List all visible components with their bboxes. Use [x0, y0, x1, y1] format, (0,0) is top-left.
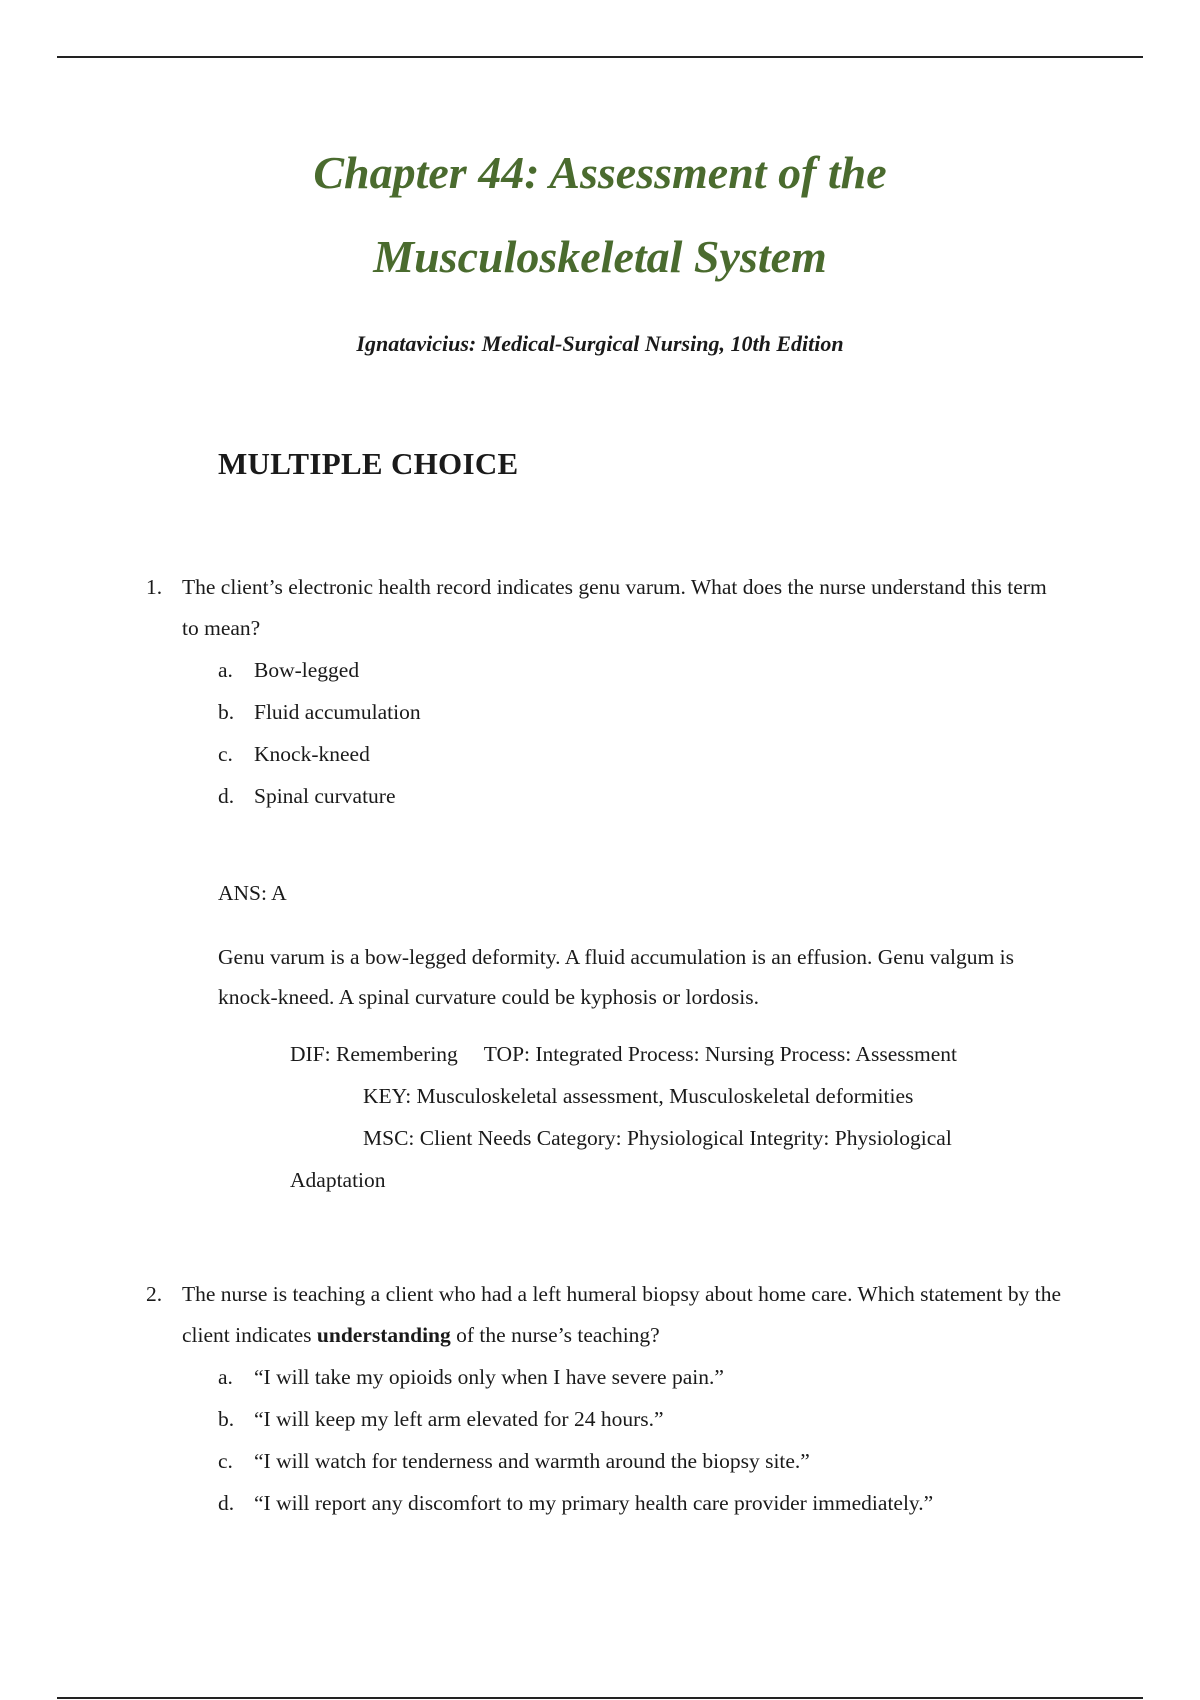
option-c	[218, 733, 1066, 775]
chapter-title-line-1: Chapter 44: Assessment of the	[313, 147, 887, 198]
option-b	[218, 1398, 1066, 1440]
option-text: “I will take my opioids only when I have severe pain.”	[254, 1365, 724, 1389]
option-a	[218, 1356, 1066, 1398]
rationale: Genu varum is a bow-legged deformity. A fluid accumulation is an effusion. Genu valgum is knock-kneed. A spinal curvature could be kyphosis or lordosis.	[218, 945, 1014, 1009]
option-text: Bow-legged	[254, 658, 360, 682]
stem-emphasis: understanding	[316, 1323, 451, 1347]
answer-key: ANS: A	[218, 881, 287, 905]
question-2	[146, 1274, 1066, 1524]
option-d	[218, 775, 1066, 817]
option-letter: b.	[218, 700, 235, 724]
question-number: 1.	[146, 575, 163, 599]
option-text: Spinal curvature	[254, 784, 396, 808]
option-letter: a.	[218, 658, 233, 682]
msc-category: MSC: Client Needs Category: Physiological Integrity: Physiological	[363, 1126, 952, 1150]
stem-text: The nurse is teaching a client who had a left humeral biopsy about home care. Which statement by the client indicates	[182, 1282, 1062, 1347]
chapter-title-line-2: Musculoskeletal System	[373, 231, 827, 282]
option-letter: a.	[218, 1365, 233, 1389]
msc-category-continued: Adaptation	[290, 1168, 386, 1192]
option-letter: d.	[218, 1491, 235, 1515]
metadata-line-1	[290, 1033, 1090, 1075]
difficulty: DIF: Remembering	[290, 1042, 458, 1066]
option-letter: b.	[218, 1407, 235, 1431]
option-text: “I will report any discomfort to my primary health care provider immediately.”	[254, 1491, 934, 1515]
bottom-rule	[57, 1697, 1143, 1699]
answer-options	[218, 649, 1066, 817]
section-heading: MULTIPLE CHOICE	[218, 446, 519, 481]
option-text: Knock-kneed	[254, 742, 370, 766]
option-text: Fluid accumulation	[254, 700, 421, 724]
question-metadata	[290, 1033, 1090, 1201]
option-a	[218, 649, 1066, 691]
option-text: “I will keep my left arm elevated for 24 hours.”	[254, 1407, 664, 1431]
top-rule	[57, 56, 1143, 58]
question-stem	[182, 1274, 1066, 1356]
book-subtitle: Ignatavicius: Medical-Surgical Nursing, 10th Edition	[356, 331, 844, 356]
option-letter: d.	[218, 784, 235, 808]
stem-text-end: of the nurse’s teaching?	[450, 1323, 660, 1347]
option-letter: c.	[218, 1449, 233, 1473]
keywords: KEY: Musculoskeletal assessment, Musculoskeletal deformities	[363, 1084, 914, 1108]
question-number: 2.	[146, 1282, 163, 1306]
answer-options	[218, 1356, 1066, 1524]
option-letter: c.	[218, 742, 233, 766]
option-text: “I will watch for tenderness and warmth around the biopsy site.”	[254, 1449, 810, 1473]
topic: TOP: Integrated Process: Nursing Process: Assessment	[483, 1042, 957, 1066]
question-1	[146, 567, 1066, 817]
question-stem: The client’s electronic health record indicates genu varum. What does the nurse understand this term to mean?	[182, 575, 1047, 640]
option-d	[218, 1482, 1066, 1524]
option-c	[218, 1440, 1066, 1482]
option-b	[218, 691, 1066, 733]
